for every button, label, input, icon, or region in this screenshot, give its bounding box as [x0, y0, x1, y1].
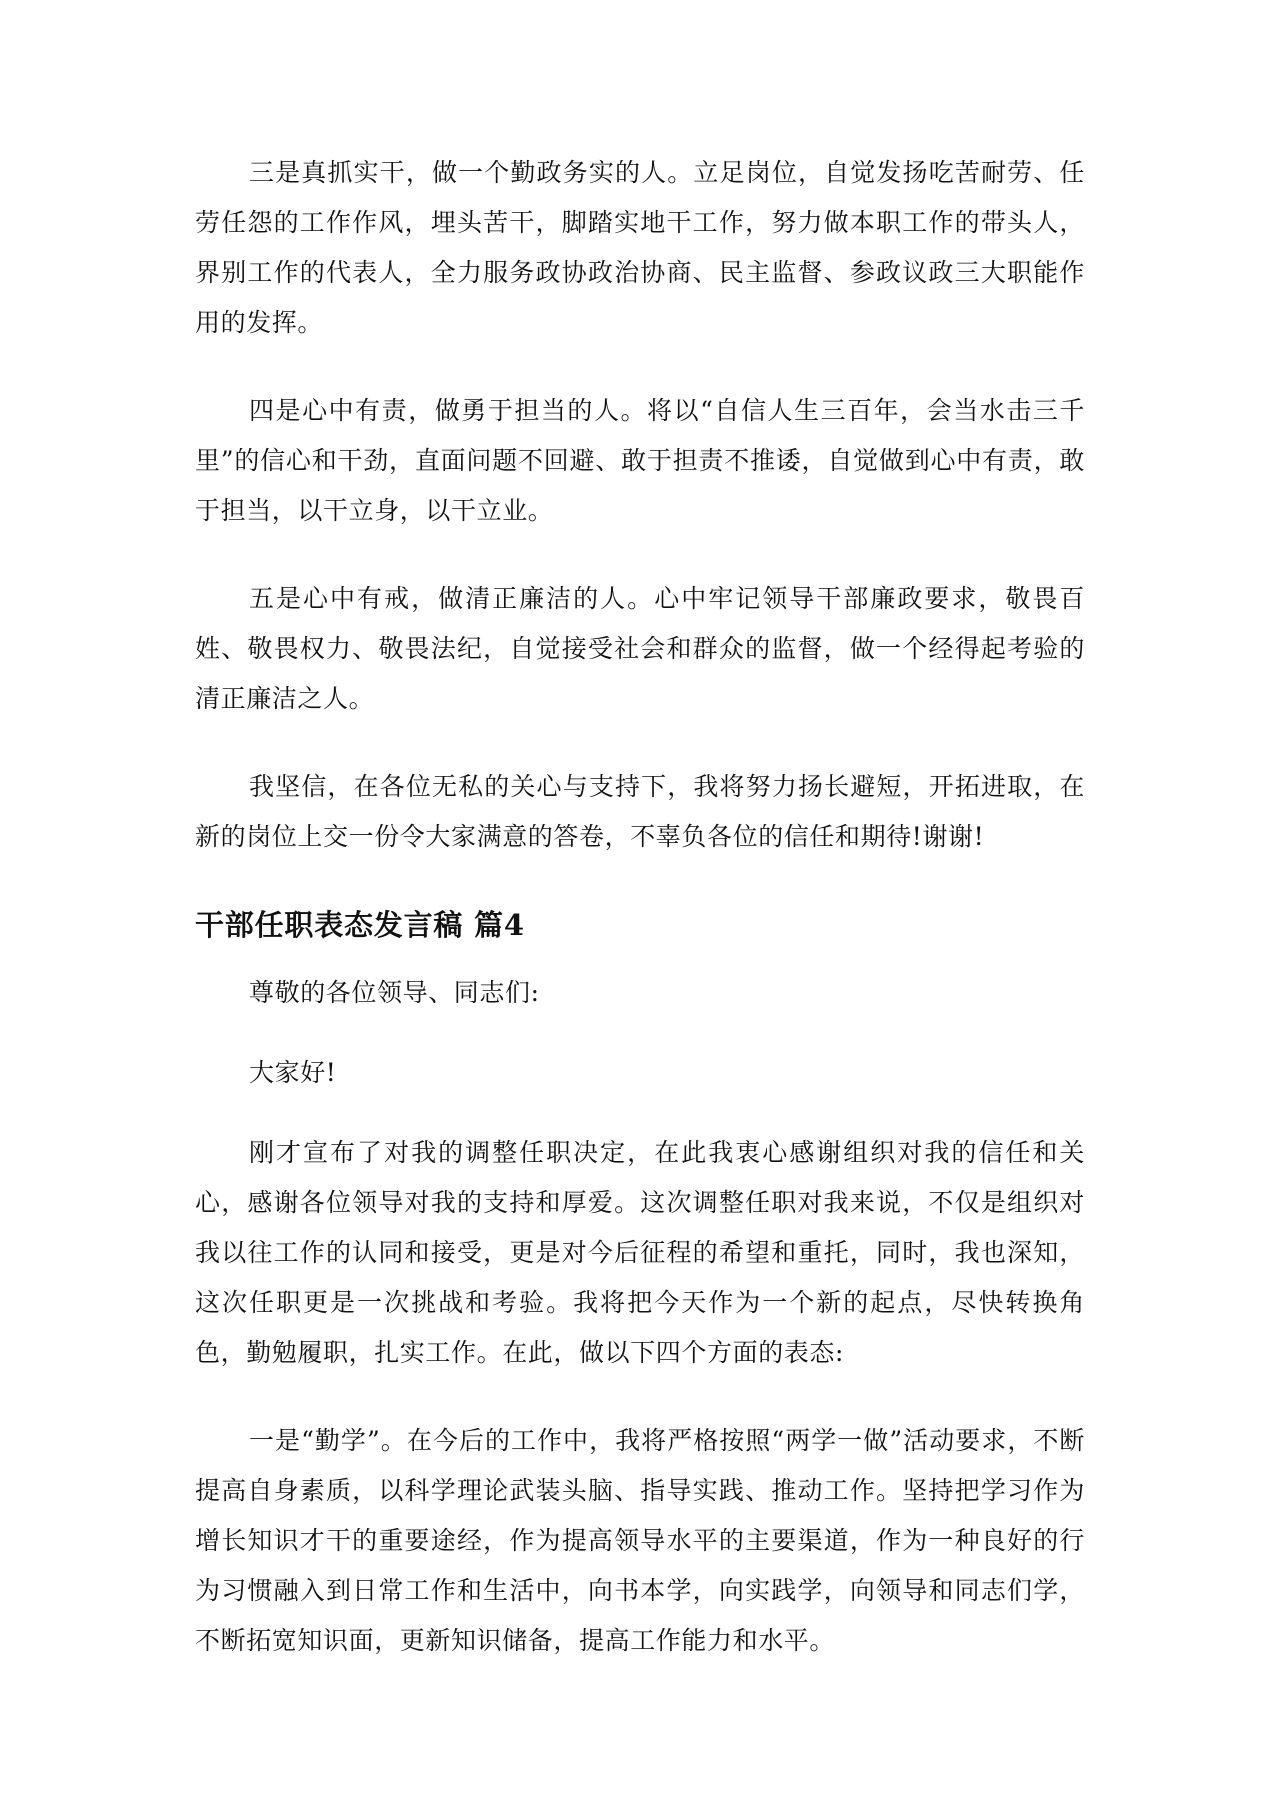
document-body — [195, 148, 1085, 1704]
paragraph-point-five: 五是心中有戒，做清正廉洁的人。心中牢记领导干部廉政要求，敬畏百姓、敬畏权力、敬畏法纪，自觉接受社会和群众的监督，做一个经得起考验的清正廉洁之人。 — [195, 584, 1085, 713]
paragraph-closing: 我坚信，在各位无私的关心与支持下，我将努力扬长避短，开拓进取，在新的岗位上交一份令大家满意的答卷，不辜负各位的信任和期待!谢谢! — [195, 772, 1085, 851]
paragraph-introduction: 刚才宣布了对我的调整任职决定，在此我衷心感谢组织对我的信任和关心，感谢各位领导对我的支持和厚爱。这次调整任职对我来说，不仅是组织对我以往工作的认同和接受，更是对今后征程的希望和重托，同时，我也深知，这次任职更是一次挑战和考验。我将把今天作为一个新的起点，尽快转换角色，勤勉履职，扎实工作。在此，做以下四个方面的表态: — [195, 1138, 1085, 1367]
section-heading: 干部任职表态发言稿 篇4 — [195, 908, 525, 942]
paragraph-salutation: 尊敬的各位领导、同志们: — [249, 978, 540, 1007]
paragraph-point-three: 三是真抓实干，做一个勤政务实的人。立足岗位，自觉发扬吃苦耐劳、任劳任怨的工作作风，埋头苦干，脚踏实地干工作，努力做本职工作的带头人，界别工作的代表人，全力服务政协政治协商、民主监督、参政议政三大职能作用的发挥。 — [195, 158, 1085, 337]
paragraph-point-one: 一是“勤学”。在今后的工作中，我将严格按照“两学一做”活动要求，不断提高自身素质，以科学理论武装头脑、指导实践、推动工作。坚持把学习作为增长知识才干的重要途经，作为提高领导水平的主要渠道，作为一种良好的行为习惯融入到日常工作和生活中，向书本学，向实践学，向领导和同志们学，不断拓宽知识面，更新知识储备，提高工作能力和水平。 — [195, 1426, 1085, 1655]
paragraph-point-four: 四是心中有责，做勇于担当的人。将以“自信人生三百年，会当水击三千里”的信心和干劲，直面问题不回避、敢于担责不推诿，自觉做到心中有责，敢于担当，以干立身，以干立业。 — [195, 396, 1085, 525]
paragraph-greeting: 大家好! — [249, 1058, 337, 1087]
